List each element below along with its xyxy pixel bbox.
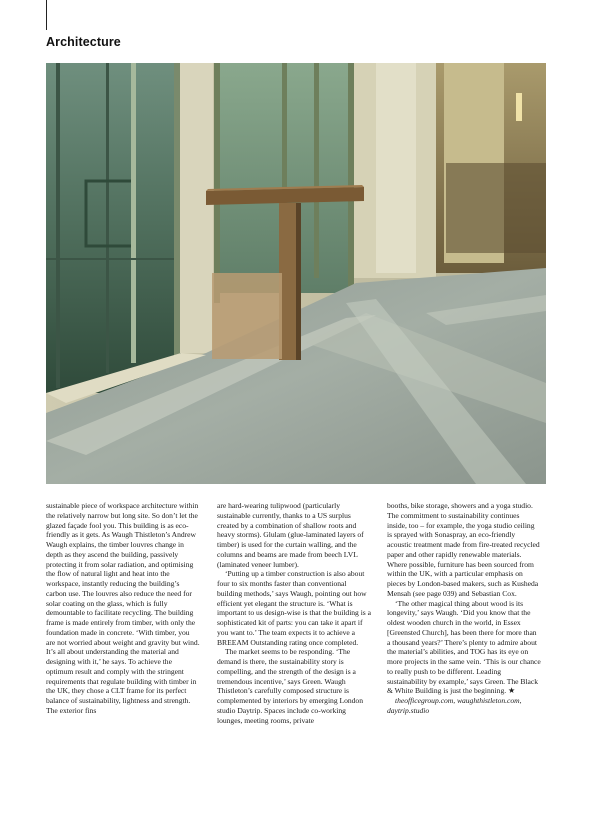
paragraph: The market seems to be responding. ‘The demand is there, the sustainability story is compelling, and the strength of the design is a tremendous incentive,’ says Green. Waugh Thistleton’s carefully composed structure is complemented by interiors by emerging London studio Daytrip. Spaces include co-working lounges, meeting rooms, private xyxy=(217,647,363,725)
text-column-3 xyxy=(387,501,541,716)
section-title: Architecture xyxy=(46,35,121,49)
paragraph-final xyxy=(387,599,541,716)
text-column-2 xyxy=(217,501,371,725)
top-rule xyxy=(46,0,47,30)
end-mark-icon: ★ xyxy=(508,686,516,696)
paragraph: are hard-wearing tulipwood (particularly sustainable currently, thanks to a US surplus created by a combination of shallow roots and heavy storms). Glulam (glue-laminated layers of timber) is used for the curtain walling, and the columns and beams are made from beech LVL (laminated veneer lumber). xyxy=(217,501,364,569)
credits: theofficegroup.com, waughthistleton.com, daytrip.studio xyxy=(387,696,522,715)
paragraph: sustainable piece of workspace architecture within the relatively narrow but long site. So don’t let the glazed façade fool you. This building is as eco-friendly as it gets. As Waugh Thistleton’s Andrew Waugh explains, the timber louvres change in depth as they ascend the building, passively protecting it from solar radiation, and optimising the flow of natural light and heat into the workspace, instantly reducing the building’s carbon use. The louvres also reduce the need for solar coating on the glass, which is fully demountable to facilitate recycling. The building frame is made entirely from timber, with only the foundation made in concrete. ‘With timber, you are not worried about weight and gravity but wind. It’s all about understanding the material and designing with it,’ he says. To achieve the optimum result and comply with the stringent requirements that regulate building with timber in the UK, they chose a CLT frame for its perfect balance of sustainability, lightness and strength. The exterior fins xyxy=(46,501,200,715)
paragraph: ‘Putting up a timber construction is also about four to six months faster than conventional building methods,’ says Waugh, pointing out how efficient yet elegant the structure is. ‘What is important to us design-wise is that the building is a sophisticated kit of parts: you can take it apart if you want to.’ The team expects it to achieve a BREEAM Outstanding rating once completed. xyxy=(217,569,371,647)
text-column-1 xyxy=(46,501,200,716)
interior-photo xyxy=(46,63,546,484)
final-text: ‘The other magical thing about wood is its longevity,’ says Waugh. ‘Did you know that the oldest wooden church in the world, in Essex [Greensted Church], has been there for more than a thousand years?’ There’s plenty to admire about the material’s abilities, and TOG has its eye on more projects in the same vein. ‘This is our chance to really push to be different. Leading sustainability by example,’ says Green. The Black & White Building is just the beginning. xyxy=(387,598,541,696)
paragraph: booths, bike storage, showers and a yoga studio. The commitment to sustainability continues inside, too – for example, the yoga studio ceiling is sprayed with Sonaspray, an eco-friendly acoustic treatment made from fire-treated recycled paper and other rapidly renewable materials. Where possible, furniture has been sourced from within the UK, with a particular emphasis on pieces by London-based makers, such as Kusheda Mensah (see page 039) and Sebastian Cox. xyxy=(387,501,540,598)
